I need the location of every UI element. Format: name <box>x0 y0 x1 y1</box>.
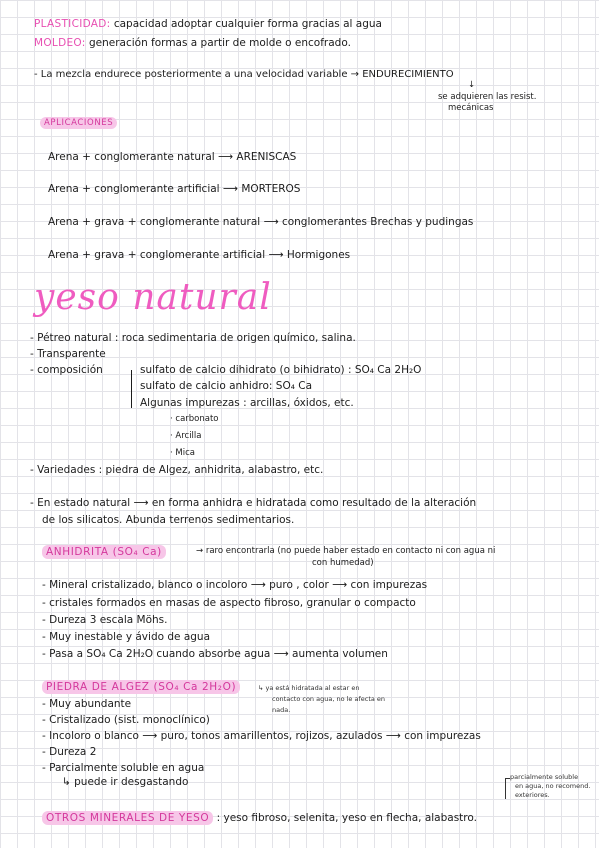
algez-item: - Dureza 2 <box>42 746 97 758</box>
definition-plasticidad <box>34 17 382 31</box>
property-varieties: - Variedades : piedra de Algez, anhidrita, alabastro, etc. <box>30 464 324 476</box>
definition-text: generación formas a partir de molde o encofrado. <box>85 37 351 49</box>
algez-side-note-1: parcialmente soluble <box>510 773 579 781</box>
algez-note-3: nada. <box>272 706 291 714</box>
algez-note-2: contacto con agua, no le afecta en <box>272 695 386 703</box>
term-plasticidad: PLASTICIDAD: <box>34 18 111 30</box>
composition-item: sulfato de calcio anhidro: SO₄ Ca <box>140 380 313 392</box>
others-text: : yeso fibroso, selenita, yeso en flecha, alabastro. <box>213 812 477 824</box>
anhidrita-heading-text: ANHIDRITA (SO₄ Ca) <box>42 545 166 559</box>
anhidrita-item: - Muy inestable y ávido de agua <box>42 631 211 643</box>
property-composition-label: - composición <box>30 364 103 376</box>
algez-item: - Muy abundante <box>42 698 132 710</box>
hardening-result-2: mecánicas <box>448 103 494 113</box>
anhidrita-item: - Pasa a SO₄ Ca 2H₂O cuando absorbe agua ⟶ aumenta volumen <box>42 648 388 660</box>
hardening-result-1: se adquieren las resist. <box>438 92 537 102</box>
impurity-item: · Mica <box>170 448 195 458</box>
anhidrita-item: - Dureza 3 escala Möhs. <box>42 614 168 626</box>
application-item: Arena + conglomerante natural ⟶ ARENISCAS <box>48 151 297 163</box>
anhidrita-note-2: con humedad) <box>312 558 374 568</box>
algez-heading-text: PIEDRA DE ALGEZ (SO₄ Ca 2H₂O) <box>42 680 240 694</box>
anhidrita-heading <box>42 545 166 559</box>
application-item: Arena + grava + conglomerante natural ⟶ conglomerantes Brechas y pudingas <box>48 216 474 228</box>
definition-moldeo <box>34 36 351 50</box>
algez-heading <box>42 680 240 694</box>
natural-state-line-2: de los silicatos. Abunda terrenos sedimentarios. <box>42 514 295 526</box>
definition-text: capacidad adoptar cualquier forma gracias al agua <box>110 18 382 30</box>
algez-sub-note: ↳ puede ir desgastando <box>62 776 189 788</box>
property-stone: - Pétreo natural : roca sedimentaria de origen químico, salina. <box>30 332 356 344</box>
algez-item: - Parcialmente soluble en agua <box>42 762 205 774</box>
composition-item: Algunas impurezas : arcillas, óxidos, etc. <box>140 397 354 409</box>
term-moldeo: MOLDEO: <box>34 37 86 49</box>
impurity-item: · Arcilla <box>170 431 202 441</box>
algez-note-1: ↳ ya está hidratada al estar en <box>258 684 360 692</box>
algez-side-note-2: en agua, no recomend. <box>515 782 591 790</box>
composition-item: sulfato de calcio dihidrato (o bihidrato) : SO₄ Ca 2H₂O <box>140 364 422 376</box>
side-note-bracket <box>505 778 510 799</box>
property-transparent: - Transparente <box>30 348 106 360</box>
others-heading-text: OTROS MINERALES DE YESO <box>42 811 213 825</box>
hardening-arrow: ↓ <box>468 80 476 90</box>
section-title: yeso natural <box>34 277 272 318</box>
algez-side-note-3: exteriores. <box>515 791 550 799</box>
hardening-line: - La mezcla endurece posteriormente a una velocidad variable → ENDURECIMIENTO <box>34 69 454 80</box>
algez-item: - Cristalizado (sist. monoclínico) <box>42 714 210 726</box>
algez-item: - Incoloro o blanco ⟶ puro, tonos amarillentos, rojizos, azulados ⟶ con impurezas <box>42 730 481 742</box>
anhidrita-note-1: → raro encontrarla (no puede haber estado en contacto ni con agua ni <box>196 546 496 556</box>
anhidrita-item: - Mineral cristalizado, blanco o incoloro ⟶ puro , color ⟶ con impurezas <box>42 579 428 591</box>
composition-brace <box>131 370 132 408</box>
application-item: Arena + conglomerante artificial ⟶ MORTEROS <box>48 183 301 195</box>
natural-state-line-1: - En estado natural ⟶ en forma anhidra e hidratada como resultado de la alteración <box>30 497 477 509</box>
anhidrita-item: - cristales formados en masas de aspecto fibroso, granular o compacto <box>42 597 416 609</box>
application-item: Arena + grava + conglomerante artificial ⟶ Hormigones <box>48 249 351 261</box>
impurity-item: · carbonato <box>170 414 219 424</box>
applications-heading-text: APLICACIONES <box>40 117 117 129</box>
applications-heading <box>40 118 117 129</box>
others-line <box>42 811 477 825</box>
